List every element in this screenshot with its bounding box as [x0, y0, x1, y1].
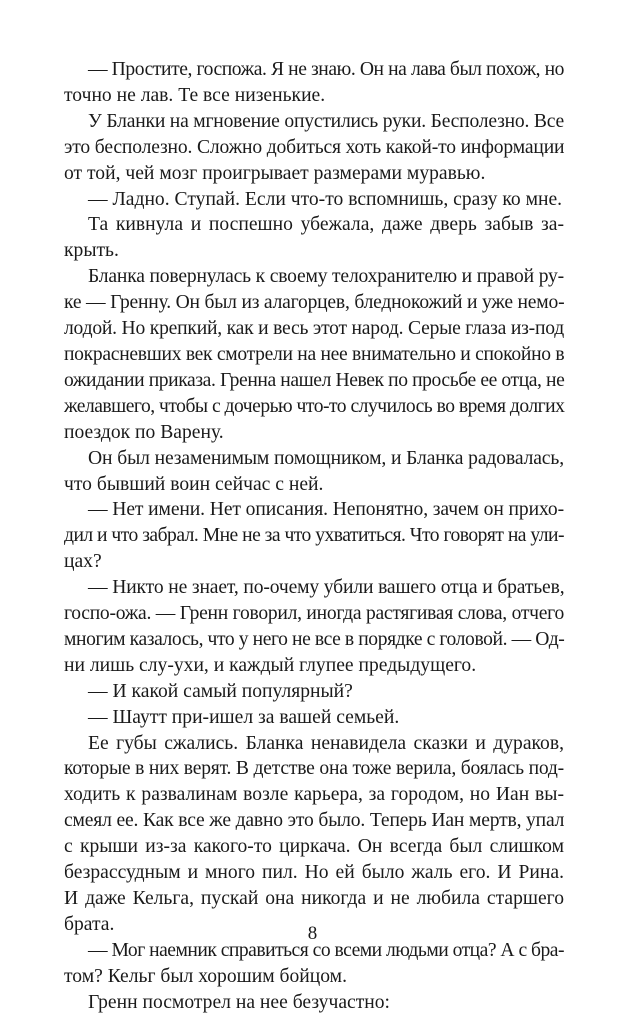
text-line: смеял ее. Как все же давно это было. Теперь Иан мертв, упал: [64, 810, 565, 832]
text-line: Та кивнула и поспешно убежала, даже дверь забыв за-: [88, 214, 564, 236]
text-line: — Никто не знает, по-очему убили вашего отца и братьев,: [88, 577, 565, 599]
text-line: безрассудным и много пил. Но ей было жаль его. И Рина.: [64, 862, 564, 884]
text-line: — Простите, госпожа. Я не знаю. Он на лава был похож, но: [88, 59, 564, 80]
text-line: дил и что забрал. Мне не за что ухватиться. Что говорят на ули-: [64, 525, 564, 547]
text-line: ожидании приказа. Гренна нашел Невек по просьбе ее отца, не: [64, 369, 565, 391]
body-text: [64, 57, 564, 1016]
text-line: ходить к развалинам возле карьера, за городом, но Иан вы-: [64, 784, 564, 806]
text-line: Бланка повернулась к своему телохранителю и правой ру-: [88, 266, 564, 288]
text-line: с крыши из-за какого-то циркача. Он всегда был слишком: [64, 836, 564, 858]
text-line: многим казалось, что у него не все в порядке с головой. — Од-: [64, 628, 565, 650]
text-line: — Мог наемник справиться со всеми людьми отца? А с бра-: [88, 939, 564, 961]
text-line: Он был незаменимым помощником, и Бланка радовалась,: [88, 447, 564, 469]
page-number: 8: [307, 923, 318, 944]
text-line: крыть.: [64, 240, 119, 262]
text-line: — Ладно. Ступай. Если что-то вспомнишь, сразу ко мне.: [88, 188, 563, 210]
text-line: которые в них верят. В детстве она тоже верила, боялась под-: [64, 758, 564, 780]
text-line: точно не лав. Те все низенькие.: [64, 84, 326, 106]
text-line: ке — Гренну. Он был из алагорцев, бледнокожий и уже немо-: [64, 292, 565, 314]
text-line: Гренн посмотрел на нее безучастно:: [88, 991, 390, 1013]
text-line: — И какой самый популярный?: [88, 680, 353, 702]
text-line: — Шаутт при-ишел за вашей семьей.: [88, 706, 400, 728]
text-line: что бывший воин сейчас с ней.: [64, 473, 324, 495]
text-line: У Бланки на мгновение опустились руки. Бесполезно. Все: [88, 110, 564, 132]
text-line: покрасневших век смотрели на нее внимательно и спокойно в: [64, 343, 565, 365]
text-line: цах?: [64, 551, 102, 573]
text-line: брата.: [64, 913, 115, 935]
text-line: Ее губы сжались. Бланка ненавидела сказки и дураков,: [88, 732, 564, 754]
text-line: — Нет имени. Нет описания. Непонятно, зачем он прихо-: [88, 499, 564, 521]
text-line: лодой. Но крепкий, как и весь этот народ. Серые глаза из-под: [64, 318, 564, 340]
text-line: ни лишь слу-ухи, и каждый глупее предыдущего.: [64, 654, 477, 676]
text-line: госпо-ожа. — Гренн говорил, иногда растягивая слова, отчего: [64, 603, 564, 625]
text-line: И даже Кельга, пускай она никогда и не любила старшего: [64, 888, 564, 909]
text-line: поездок по Варену.: [64, 421, 224, 443]
text-line: том? Кельг был хорошим бойцом.: [64, 965, 347, 987]
text-line: это бесполезно. Сложно добиться хоть какой-то информации: [64, 136, 565, 158]
text-line: желавшего, чтобы с дочерью что-то случилось во время долгих: [64, 395, 565, 417]
text-line: от той, чей мозг проигрывает размерами муравью.: [64, 162, 486, 184]
